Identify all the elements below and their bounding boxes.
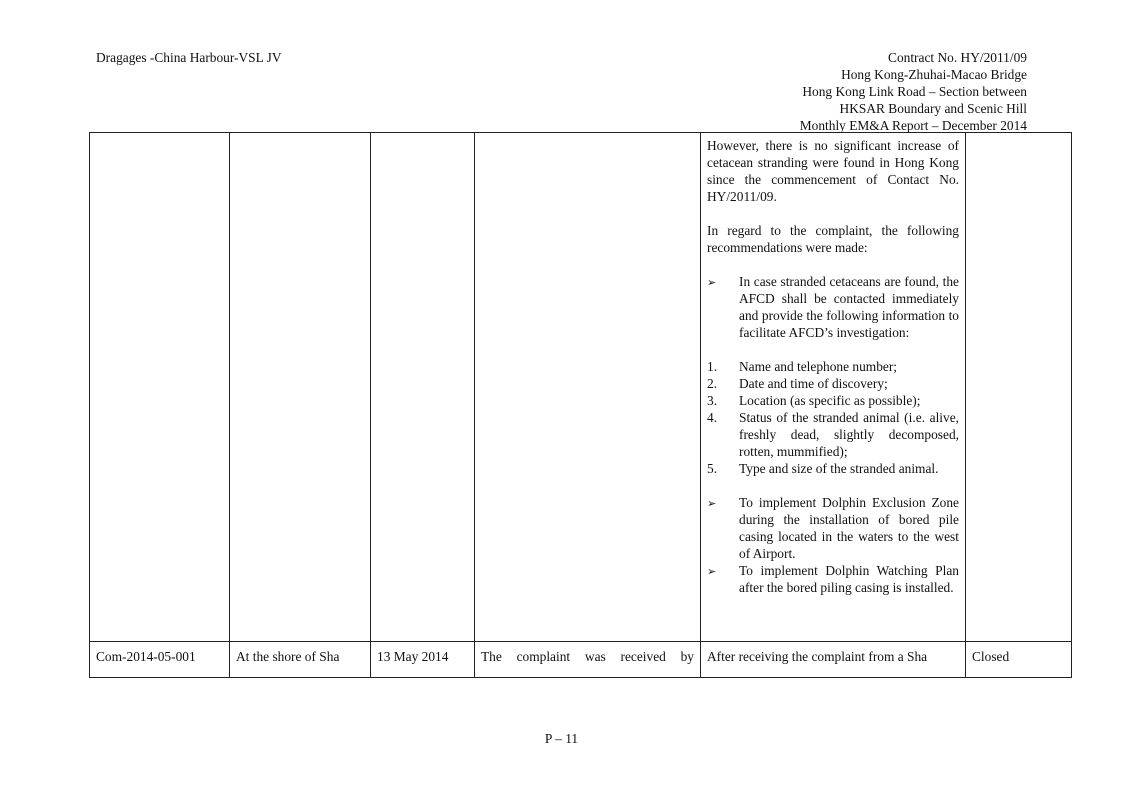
cell-location-empty	[230, 133, 371, 642]
header-contract-info	[800, 49, 1027, 134]
list-number: 5.	[707, 461, 718, 476]
header-boundary: HKSAR Boundary and Scenic Hill	[839, 101, 1027, 116]
list-number: 2.	[707, 376, 718, 391]
list-number: 1.	[707, 359, 718, 374]
list-text: Status of the stranded animal (i.e. alive, freshly dead, slightly decomposed, rotten, mummified);	[739, 410, 959, 459]
cell-log-ref: Com-2014-05-001	[90, 642, 230, 678]
list-item	[707, 409, 959, 460]
cell-date-empty	[371, 133, 475, 642]
cell-status-empty	[966, 133, 1072, 642]
bullet-text: To implement Dolphin Watching Plan after the bored piling casing is installed.	[739, 563, 959, 595]
list-text: Date and time of discovery;	[739, 376, 888, 391]
header-project: Hong Kong-Zhuhai-Macao Bridge	[841, 67, 1027, 82]
cell-status: Closed	[966, 642, 1072, 678]
bullet-item-watching-plan	[707, 562, 959, 596]
cell-description-empty	[475, 133, 701, 642]
arrow-bullet-icon: ➢	[707, 565, 717, 578]
action-paragraph-recommendations: In regard to the complaint, the following recommendations were made:	[707, 223, 959, 255]
list-item	[707, 375, 959, 392]
list-number: 4.	[707, 410, 718, 425]
arrow-bullet-icon: ➢	[707, 497, 717, 510]
action-paragraph-stranding: However, there is no significant increase of cetacean stranding were found in Hong Kong since the commencement of Contact No. HY/2011/09.	[707, 138, 959, 204]
header-company: Dragages -China Harbour-VSL JV	[96, 50, 282, 65]
header-contract-no: Contract No. HY/2011/09	[888, 50, 1027, 65]
cell-log-ref-empty	[90, 133, 230, 642]
header-report-title: Monthly EM&A Report – December 2014	[799, 118, 1027, 133]
list-text: Type and size of the stranded animal.	[739, 461, 939, 476]
list-item	[707, 358, 959, 375]
page-number: P – 11	[544, 731, 579, 746]
bullet-text: To implement Dolphin Exclusion Zone during the installation of bored pile casing located in the waters to the west of Airport.	[739, 495, 959, 561]
list-number: 3.	[707, 393, 718, 408]
bullet-item-afcd	[707, 273, 959, 341]
table-row-continuation	[90, 133, 1072, 642]
list-text: Name and telephone number;	[739, 359, 898, 374]
header-section: Hong Kong Link Road – Section between	[802, 84, 1027, 99]
bullet-text: In case stranded cetaceans are found, the AFCD shall be contacted immediately and provide the following information to facilitate AFCD’s investigation:	[739, 274, 959, 340]
cell-action: After receiving the complaint from a Sha	[701, 642, 966, 678]
cell-location: At the shore of Sha	[230, 642, 371, 678]
list-item	[707, 392, 959, 409]
cell-date: 13 May 2014	[371, 642, 475, 678]
list-item	[707, 460, 959, 477]
arrow-bullet-icon: ➢	[707, 276, 717, 289]
cell-action-taken	[701, 133, 966, 642]
cell-description: The complaint was received by	[475, 642, 701, 678]
table-row	[90, 642, 1072, 678]
bullet-item-exclusion-zone	[707, 494, 959, 562]
complaint-log-table	[89, 132, 1072, 678]
list-text: Location (as specific as possible);	[739, 393, 921, 408]
